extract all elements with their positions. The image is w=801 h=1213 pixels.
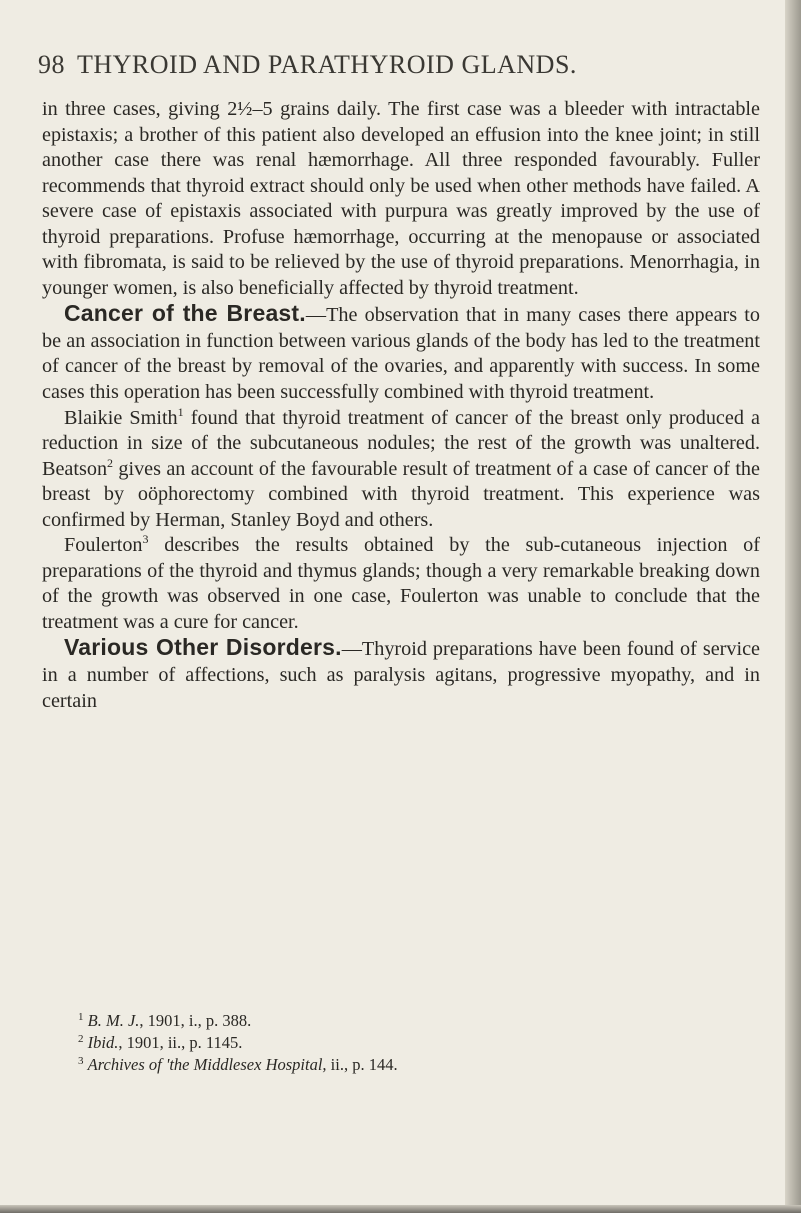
paragraph-text: describes the results obtained by the sub-cutaneous injection of preparations of the thyroid and thymus glands; though a very remarkable breaking down of the growth was observed in one case, Foulerton was unable to conclude that the treatment was a cure for cancer. xyxy=(42,534,760,633)
running-title: THYROID AND PARATHYROID GLANDS. xyxy=(77,50,577,79)
section-cancer-of-the-breast xyxy=(42,301,760,405)
paragraph xyxy=(42,533,760,635)
author-name: Foulerton xyxy=(64,534,143,557)
body-text xyxy=(42,97,760,714)
page-edge-right xyxy=(785,0,801,1213)
footnote-rest: , 1901, i., p. 388. xyxy=(139,1011,252,1030)
footnote-ref: 2 xyxy=(107,455,114,470)
footnote-mark: 2 xyxy=(78,1033,84,1045)
footnote-source: Ibid. xyxy=(87,1033,119,1052)
footnote-ref: 1 xyxy=(177,404,184,419)
paragraph-text: found that thyroid treatment of cancer of the breast only produced a reduction in size of the subcutaneous nodules; the rest of the growth was unaltered. Beatson xyxy=(42,406,760,480)
footnote-rest: ii., p. 144. xyxy=(326,1055,398,1074)
footnote xyxy=(78,1010,718,1032)
paragraph: in three cases, giving 2½–5 grains daily. The first case was a bleeder with intractable epistaxis; a brother of this patient also developed an effusion into the knee joint; in still another case there was renal hæmorrhage. All three responded favourably. Fuller recommends that thyroid extract should only be used when other methods have failed. A severe case of epistaxis associated with purpura was greatly improved by the use of thyroid preparations. Profuse hæmorrhage, occurring at the menopause or associated with fibromata, is said to be relieved by the use of thyroid preparations. Menorrhagia, in younger women, is also beneficially affected by thyroid treatment. xyxy=(42,98,760,299)
footnote-source: B. M. J. xyxy=(87,1011,140,1030)
footnote-rest: , 1901, ii., p. 1145. xyxy=(118,1033,243,1052)
footnote xyxy=(78,1054,718,1076)
footnotes xyxy=(78,1010,718,1076)
footnote-source: Archives of 'the Middlesex Hospital, xyxy=(87,1055,327,1074)
section-heading: Cancer of the Breast. xyxy=(64,300,306,327)
footnote-mark: 3 xyxy=(78,1055,84,1067)
section-various-other-disorders xyxy=(42,635,760,714)
section-heading: Various Other Disorders. xyxy=(64,634,342,661)
paragraph xyxy=(42,406,760,534)
section-text: —Thyroid preparations have been found of service in a number of affections, such as paralysis agitans, progressive myopathy, and in certain xyxy=(42,638,761,712)
footnote-ref: 3 xyxy=(142,532,149,547)
page-number: 98 xyxy=(38,50,65,79)
running-header xyxy=(38,50,758,80)
footnote-mark: 1 xyxy=(78,1011,84,1023)
footnote xyxy=(78,1032,718,1054)
section-text: —The observation that in many cases there appears to be an association in function between various glands of the body has led to the treatment of cancer of the breast by removal of the ovaries, and apparently with success. In some cases this operation has been successfully combined with thyroid treatment. xyxy=(42,304,760,404)
page-edge-bottom xyxy=(0,1205,801,1213)
author-name: Blaikie Smith xyxy=(64,406,178,429)
paragraph-text: gives an account of the favourable result of treatment of a case of cancer of the breast by oöphorectomy combined with thyroid treatment. This experience was confirmed by Herman, Stanley Boyd and others. xyxy=(42,457,760,531)
